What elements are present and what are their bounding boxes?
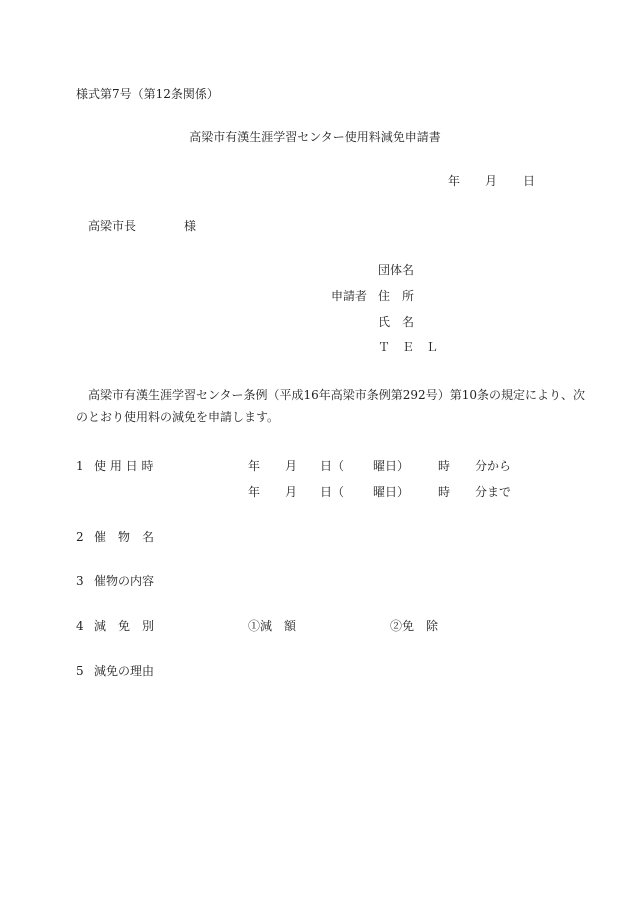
addressee-honorific: 様 <box>184 219 197 233</box>
name-label: 氏 名 <box>378 315 415 329</box>
to-year: 年 <box>248 485 261 499</box>
item-1-number: 1 <box>76 459 84 473</box>
body-line-2: のとおり使用料の減免を申請します。 <box>76 410 280 424</box>
to-weekday: 曜日） <box>373 485 410 499</box>
option-reduction[interactable]: ①減 額 <box>248 619 297 633</box>
item-2-label: 催 物 名 <box>94 530 155 544</box>
from-minute: 分から <box>475 459 512 473</box>
date-month-label: 月 <box>485 174 498 188</box>
item-4-label: 減 免 別 <box>94 619 155 633</box>
group-name-label: 団体名 <box>378 263 415 277</box>
item-3-label: 催物の内容 <box>94 574 155 588</box>
from-weekday: 曜日） <box>373 459 410 473</box>
option-exemption[interactable]: ②免 除 <box>390 619 439 633</box>
body-line-1: 高梁市有漢生涯学習センター条例（平成16年高梁市条例第292号）第10条の規定により、次 <box>88 388 585 402</box>
tel-label: Ｔ Ｅ Ｌ <box>378 340 439 354</box>
from-year: 年 <box>248 459 261 473</box>
applicant-label: 申請者 <box>331 289 368 303</box>
item-5-label: 減免の理由 <box>94 664 155 678</box>
form-number: 様式第7号（第12条関係） <box>76 87 219 101</box>
address-label: 住 所 <box>378 289 415 303</box>
to-hour: 時 <box>438 485 451 499</box>
from-hour: 時 <box>438 459 451 473</box>
to-month: 月 <box>285 485 298 499</box>
item-5-number: 5 <box>76 664 84 678</box>
item-1-label: 使 用 日 時 <box>94 459 154 473</box>
date-day-label: 日 <box>523 174 536 188</box>
item-2-number: 2 <box>76 530 84 544</box>
document-title: 高梁市有漢生涯学習センター使用料減免申請書 <box>189 130 441 144</box>
from-month: 月 <box>285 459 298 473</box>
item-4-number: 4 <box>76 619 84 633</box>
date-year-label: 年 <box>448 174 461 188</box>
addressee-name: 高梁市長 <box>88 219 137 233</box>
from-day: 日（ <box>320 459 345 473</box>
to-minute: 分まで <box>475 485 512 499</box>
to-day: 日（ <box>320 485 345 499</box>
item-3-number: 3 <box>76 574 84 588</box>
